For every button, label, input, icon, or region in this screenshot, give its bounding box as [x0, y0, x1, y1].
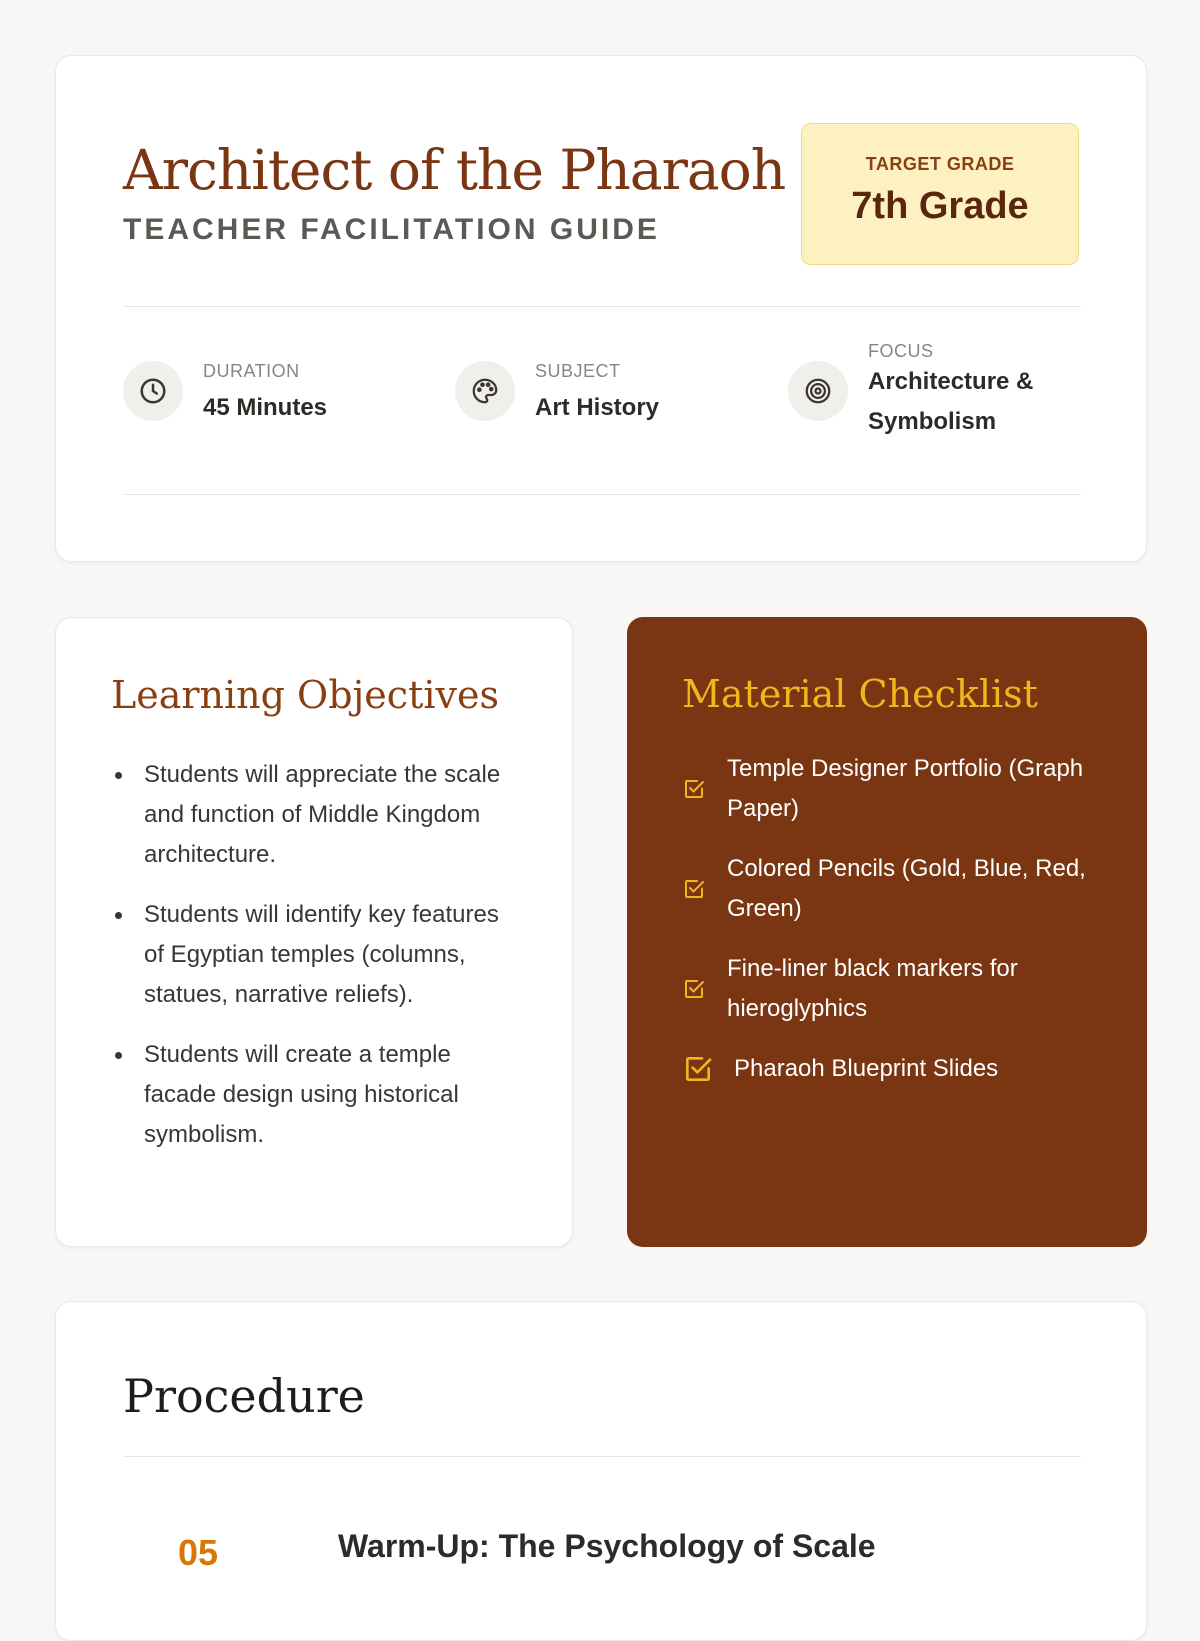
target-grade-badge [801, 123, 1079, 265]
objectives-heading: Learning Objectives [111, 673, 499, 717]
page-subtitle: TEACHER FACILITATION GUIDE [123, 213, 660, 246]
checklist-item-label: Colored Pencils (Gold, Blue, Red, Green) [727, 855, 1086, 922]
checkbox-checked-icon [682, 977, 727, 1001]
checkbox-checked-icon [682, 877, 727, 901]
checklist-item-label: Temple Designer Portfolio (Graph Paper) [727, 755, 1084, 822]
checklist-item-label: Pharaoh Blueprint Slides [734, 1055, 999, 1082]
clock-icon [123, 361, 183, 421]
target-grade-label: TARGET GRADE [865, 154, 1015, 174]
objectives-card [55, 617, 573, 1247]
header-card [55, 55, 1147, 562]
materials-card [627, 617, 1147, 1247]
meta-value: Art History [535, 394, 660, 421]
palette-icon [455, 361, 515, 421]
meta-label: FOCUS [868, 341, 934, 361]
procedure-heading: Procedure [123, 1369, 365, 1423]
step-title: Warm-Up: The Psychology of Scale [338, 1528, 876, 1564]
target-grade-value: 7th Grade [851, 185, 1029, 227]
materials-list [682, 749, 1112, 1109]
checklist-item [682, 749, 1112, 829]
objectives-list [111, 755, 521, 1175]
meta-value: Architecture & Symbolism [868, 368, 1034, 435]
materials-heading: Material Checklist [682, 672, 1038, 716]
checklist-item [682, 949, 1112, 1029]
checklist-item [682, 1049, 1112, 1089]
divider [123, 306, 1081, 307]
meta-label: SUBJECT [535, 361, 621, 381]
divider [123, 1456, 1081, 1457]
meta-label: DURATION [203, 361, 300, 381]
step-number: 05 [178, 1532, 219, 1573]
list-item: Students will create a temple facade design using historical symbolism. [111, 1035, 521, 1155]
checkbox-checked-icon [682, 777, 727, 801]
list-item: Students will identify key features of Egyptian temples (columns, statues, narrative reliefs). [111, 895, 521, 1015]
target-icon [788, 361, 848, 421]
procedure-card [55, 1301, 1147, 1641]
list-item: Students will appreciate the scale and function of Middle Kingdom architecture. [111, 755, 521, 875]
checkbox-checked-icon [682, 1053, 734, 1085]
checklist-item [682, 849, 1112, 929]
meta-value: 45 Minutes [203, 394, 328, 421]
checklist-item-label: Fine-liner black markers for hieroglyphics [727, 955, 1018, 1022]
divider [123, 494, 1081, 495]
page-title: Architect of the Pharaoh [123, 138, 786, 202]
